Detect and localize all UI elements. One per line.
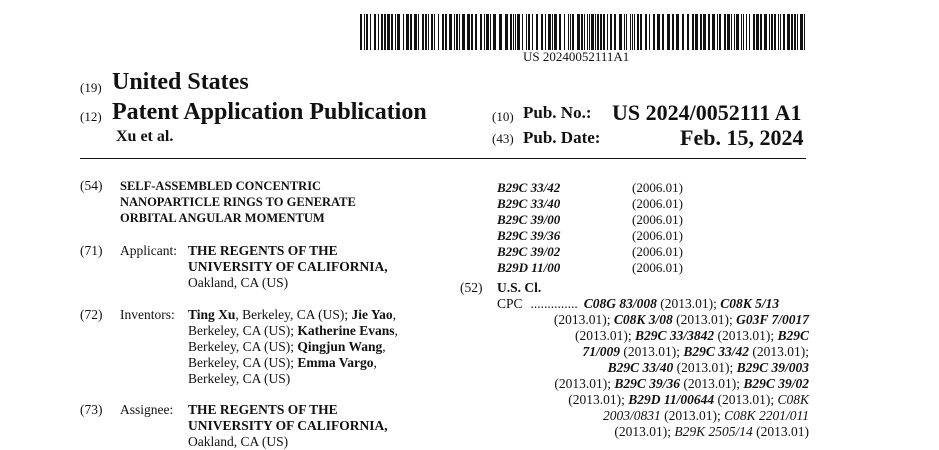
classification-version: (2006.01) bbox=[632, 196, 683, 211]
cpc-line bbox=[497, 360, 809, 376]
cpc-version: (2013.01); bbox=[656, 296, 721, 311]
country: United States bbox=[112, 69, 249, 95]
cpc-version: (2013.01); bbox=[614, 424, 675, 439]
assignee-text bbox=[188, 402, 438, 450]
cpc-version: (2013.01); bbox=[714, 392, 778, 407]
cpc-code: B29C 33/42 bbox=[683, 344, 749, 359]
classification-row bbox=[497, 260, 807, 276]
cpc-line bbox=[497, 328, 809, 344]
title-line: SELF-ASSEMBLED CONCENTRIC bbox=[120, 179, 322, 193]
inid-code-43: (43) bbox=[492, 131, 514, 146]
applicant-city: Oakland, CA (US) bbox=[188, 275, 289, 290]
inventors-code: (72) bbox=[80, 307, 103, 322]
cpc-line bbox=[497, 376, 809, 392]
applicant-code: (71) bbox=[80, 243, 103, 258]
cpc-classification bbox=[497, 296, 809, 440]
cpc-version: (2013.01); bbox=[679, 376, 744, 391]
int-classification-list bbox=[497, 180, 807, 276]
classification-version: (2006.01) bbox=[632, 180, 683, 195]
inventor-name: Ting Xu bbox=[188, 307, 236, 322]
inventor-name: Emma Vargo bbox=[297, 355, 374, 370]
cpc-code: C08K 5/13 bbox=[720, 296, 780, 311]
cpc-line bbox=[497, 424, 809, 440]
applicant-line: UNIVERSITY OF CALIFORNIA, bbox=[188, 259, 388, 274]
cpc-line bbox=[497, 312, 809, 328]
assignee-line: THE REGENTS OF THE bbox=[188, 402, 338, 417]
title-line: ORBITAL ANGULAR MOMENTUM bbox=[120, 211, 325, 225]
classification-version: (2006.01) bbox=[632, 212, 683, 227]
cpc-code: B29C 39/003 bbox=[736, 360, 809, 375]
classification-code: B29C 33/42 bbox=[497, 180, 561, 195]
cpc-version: (2013.01); bbox=[554, 376, 615, 391]
cpc-code: B29C bbox=[777, 328, 809, 343]
title-line: NANOPARTICLE RINGS TO GENERATE bbox=[120, 195, 356, 209]
cpc-version: (2013.01); bbox=[574, 328, 635, 343]
cpc-code: B29D 11/00644 bbox=[628, 392, 715, 407]
inid-code-10: (10) bbox=[492, 109, 514, 124]
assignee-city: Oakland, CA (US) bbox=[188, 434, 289, 449]
classification-row bbox=[497, 228, 807, 244]
us-cl-code: (52) bbox=[460, 280, 483, 295]
inventor-name: Katherine Evans bbox=[297, 323, 395, 338]
classification-row bbox=[497, 196, 807, 212]
publication-type: Patent Application Publication bbox=[112, 99, 427, 125]
pub-date: Feb. 15, 2024 bbox=[680, 125, 804, 150]
title-code: (54) bbox=[80, 178, 103, 193]
inventor-line bbox=[188, 355, 438, 371]
cpc-version: (2013.01); bbox=[660, 408, 725, 423]
pub-date-label: Pub. Date: bbox=[523, 128, 601, 147]
barcode-number: US 20240052111A1 bbox=[523, 49, 630, 64]
cpc-leader-dots: .............. bbox=[530, 296, 578, 311]
classification-code: B29C 39/00 bbox=[497, 212, 561, 227]
cpc-code: B29C 39/02 bbox=[743, 376, 809, 391]
cpc-version: (2013.01); bbox=[619, 344, 684, 359]
authors: Xu et al. bbox=[116, 128, 174, 145]
inid-code-19: (19) bbox=[80, 80, 102, 95]
inventors-text bbox=[188, 307, 438, 387]
cpc-version: (2013.01) bbox=[752, 424, 809, 439]
cpc-line bbox=[497, 296, 809, 312]
inventor-location: Berkeley, CA (US) bbox=[188, 371, 291, 386]
inventor-location: , bbox=[392, 307, 397, 322]
cpc-code: 2003/0831 bbox=[602, 408, 661, 423]
cpc-code: B29C 39/36 bbox=[614, 376, 680, 391]
inventor-location: , Berkeley, CA (US); bbox=[235, 307, 352, 322]
cpc-code: C08G 83/008 bbox=[583, 296, 657, 311]
cpc-code: B29C 33/40 bbox=[607, 360, 674, 375]
cpc-label: CPC bbox=[497, 296, 523, 311]
assignee-code: (73) bbox=[80, 402, 103, 417]
inventor-location: , bbox=[382, 339, 386, 354]
pub-no-label: Pub. No.: bbox=[523, 103, 592, 122]
cpc-code: 71/009 bbox=[582, 344, 620, 359]
us-cl-label: U.S. Cl. bbox=[497, 280, 542, 295]
cpc-code: B29K 2505/14 bbox=[674, 424, 753, 439]
inventor-location: Berkeley, CA (US); bbox=[188, 339, 298, 354]
inventor-location: , bbox=[373, 355, 377, 370]
inid-code-12: (12) bbox=[80, 109, 102, 124]
classification-code: B29C 33/40 bbox=[497, 196, 561, 211]
cpc-code: G03F 7/0017 bbox=[736, 312, 809, 327]
cpc-code: B29C 33/3842 bbox=[634, 328, 715, 343]
cpc-line bbox=[497, 408, 809, 424]
inventor-name: Jie Yao bbox=[351, 307, 393, 322]
inventor-line bbox=[188, 371, 438, 387]
inventor-location: Berkeley, CA (US); bbox=[188, 323, 298, 338]
cpc-version: (2013.01); bbox=[568, 392, 629, 407]
cpc-line bbox=[497, 392, 809, 408]
classification-version: (2006.01) bbox=[632, 260, 683, 275]
classification-code: B29C 39/36 bbox=[497, 228, 561, 243]
cpc-code: C08K bbox=[777, 392, 809, 407]
cpc-version: (2013.01); bbox=[672, 312, 737, 327]
inventor-location: , bbox=[394, 323, 398, 338]
cpc-code: C08K 2201/011 bbox=[724, 408, 809, 423]
classification-version: (2006.01) bbox=[632, 244, 683, 259]
cpc-version: (2013.01); bbox=[714, 328, 778, 343]
classification-row bbox=[497, 244, 807, 260]
pub-no: US 2024/0052111 A1 bbox=[612, 100, 802, 125]
inventor-line bbox=[188, 323, 438, 339]
applicant-line: THE REGENTS OF THE bbox=[188, 243, 338, 258]
classification-code: B29C 39/02 bbox=[497, 244, 561, 259]
classification-version: (2006.01) bbox=[632, 228, 683, 243]
assignee-line: UNIVERSITY OF CALIFORNIA, bbox=[188, 418, 388, 433]
header-divider bbox=[80, 158, 806, 159]
inventor-location: Berkeley, CA (US); bbox=[188, 355, 298, 370]
inventors-label: Inventors: bbox=[120, 307, 175, 322]
classification-code: B29D 11/00 bbox=[497, 260, 561, 275]
cpc-version: (2013.01); bbox=[749, 344, 809, 359]
cpc-line bbox=[497, 344, 809, 360]
inventor-line bbox=[188, 339, 438, 355]
cpc-version: (2013.01); bbox=[553, 312, 614, 327]
invention-title bbox=[120, 178, 420, 226]
applicant-label: Applicant: bbox=[120, 243, 177, 258]
cpc-code: C08K 3/08 bbox=[613, 312, 673, 327]
classification-row bbox=[497, 212, 807, 228]
applicant-text bbox=[188, 243, 438, 291]
inventor-name: Qingjun Wang bbox=[297, 339, 383, 354]
cpc-version: (2013.01); bbox=[673, 360, 737, 375]
assignee-label: Assignee: bbox=[120, 402, 174, 417]
inventor-line bbox=[188, 307, 438, 323]
classification-row bbox=[497, 180, 807, 196]
barcode bbox=[360, 14, 805, 50]
